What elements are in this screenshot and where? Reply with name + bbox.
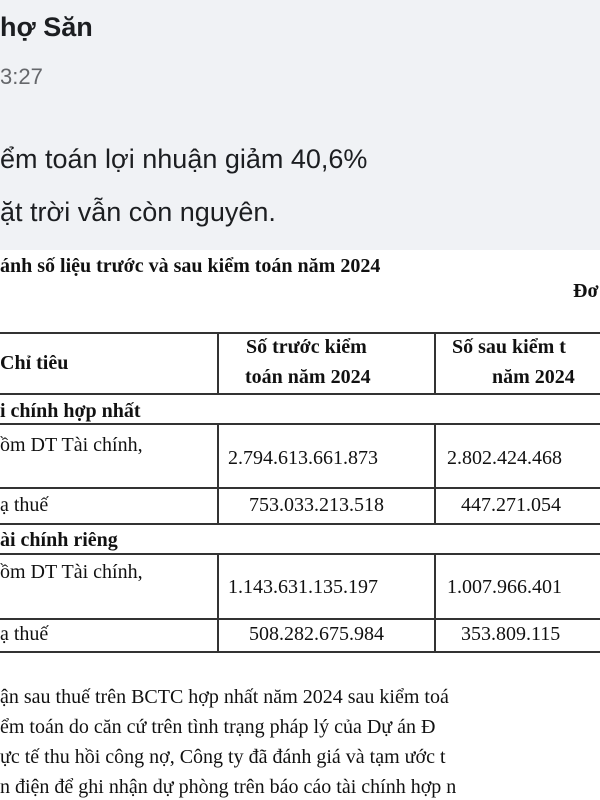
- value-after-audit: 2.802.424.468: [447, 447, 562, 469]
- table-rule: [0, 651, 600, 653]
- paragraph-line: ực tế thu hồi công nợ, Công ty đã đánh giá và tạm ước t: [0, 746, 446, 768]
- section-heading: i chính hợp nhất: [0, 400, 141, 422]
- table-rule: [217, 423, 219, 523]
- row-label: ồm DT Tài chính,: [0, 561, 143, 583]
- value-before-audit: 508.282.675.984: [249, 623, 384, 645]
- document-image: [0, 250, 600, 800]
- post-text-line: ểm toán lợi nhuận giảm 40,6%: [0, 144, 368, 174]
- value-before-audit: 1.143.631.135.197: [228, 576, 378, 598]
- row-label: ạ thuế: [0, 623, 49, 645]
- paragraph-line: ểm toán do căn cứ trên tình trạng pháp lý của Dự án Đ: [0, 716, 436, 738]
- table-rule: [0, 332, 600, 334]
- post-author-name[interactable]: hợ Săn: [0, 12, 93, 42]
- column-header-before-audit: toán năm 2024: [245, 366, 371, 388]
- post-text-line: ặt trời vẫn còn nguyên.: [0, 197, 276, 227]
- table-rule: [434, 553, 436, 651]
- value-before-audit: 753.033.213.518: [249, 494, 384, 516]
- table-rule: [0, 423, 600, 425]
- value-after-audit: 353.809.115: [461, 623, 561, 645]
- row-label: ồm DT Tài chính,: [0, 434, 143, 456]
- table-rule: [0, 487, 600, 489]
- unit-label: Đơ: [573, 280, 599, 302]
- column-header-after-audit: năm 2024: [492, 366, 575, 388]
- value-after-audit: 1.007.966.401: [447, 576, 562, 598]
- table-rule: [0, 523, 600, 525]
- value-before-audit: 2.794.613.661.873: [228, 447, 378, 469]
- paragraph-line: n điện để ghi nhận dự phòng trên báo cáo tài chính hợp n: [0, 776, 457, 798]
- table-rule: [217, 553, 219, 651]
- document-title: ánh số liệu trước và sau kiểm toán năm 2024: [0, 255, 381, 277]
- table-rule: [0, 618, 600, 620]
- paragraph-line: ận sau thuế trên BCTC hợp nhất năm 2024 sau kiểm toá: [0, 686, 449, 708]
- column-header-before-audit: Số trước kiểm: [246, 336, 367, 358]
- table-rule: [0, 393, 600, 395]
- table-rule: [434, 423, 436, 523]
- value-after-audit: 447.271.054: [461, 494, 561, 516]
- post-timestamp[interactable]: 3:27: [0, 64, 43, 89]
- row-label: ạ thuế: [0, 494, 49, 516]
- column-header-indicator: Chỉ tiêu: [0, 352, 69, 374]
- table-rule: [217, 332, 219, 393]
- post-header: [0, 0, 600, 250]
- table-rule: [434, 332, 436, 393]
- table-rule: [0, 553, 600, 555]
- section-heading: ài chính riêng: [0, 529, 118, 551]
- column-header-after-audit: Số sau kiểm t: [452, 336, 566, 358]
